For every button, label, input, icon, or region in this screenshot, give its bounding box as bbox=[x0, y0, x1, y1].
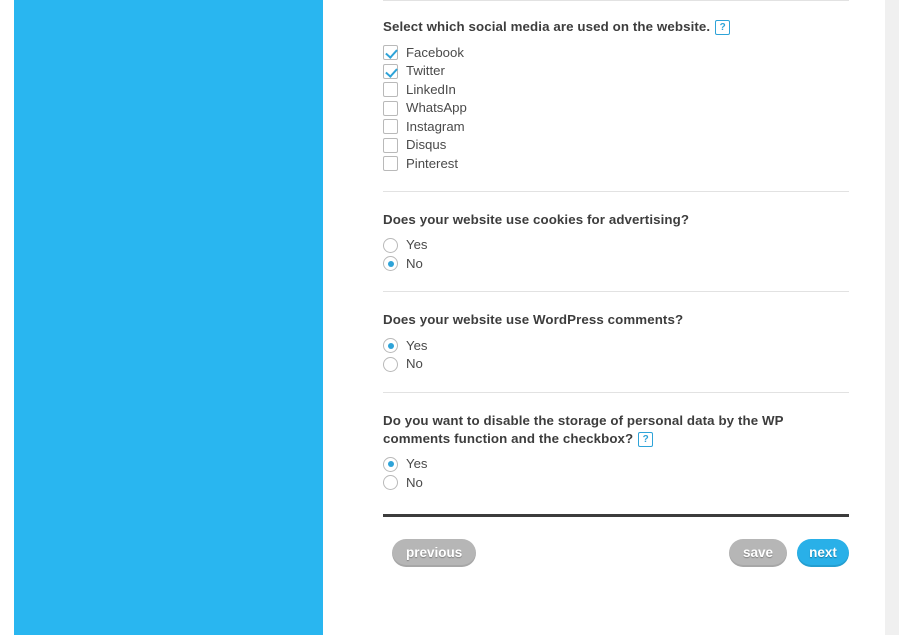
option-list-wordpress-comments bbox=[383, 337, 849, 374]
option-label: Yes bbox=[406, 456, 428, 472]
section-social-media bbox=[383, 0, 849, 192]
radio-disabledata-no[interactable] bbox=[383, 475, 398, 490]
form-actions bbox=[383, 539, 849, 571]
option-list-disable-personal-data bbox=[383, 455, 849, 492]
option-label: Disqus bbox=[406, 137, 447, 153]
option-pinterest[interactable] bbox=[383, 154, 849, 173]
option-wpcomments-no[interactable] bbox=[383, 355, 849, 374]
radio-wpcomments-yes[interactable] bbox=[383, 338, 398, 353]
previous-button[interactable]: previous bbox=[392, 539, 476, 567]
question-label-cookies-advertising: Does your website use cookies for advertising? bbox=[383, 211, 690, 227]
decorative-blue-panel bbox=[14, 0, 323, 635]
option-label: Yes bbox=[406, 337, 428, 353]
option-label: No bbox=[406, 356, 423, 372]
option-label: WhatsApp bbox=[406, 100, 467, 116]
option-label: Facebook bbox=[406, 44, 464, 60]
radio-wpcomments-no[interactable] bbox=[383, 357, 398, 372]
section-cookies-advertising bbox=[383, 192, 849, 292]
option-label: LinkedIn bbox=[406, 81, 456, 97]
option-label: Twitter bbox=[406, 63, 445, 79]
option-linkedin[interactable] bbox=[383, 80, 849, 99]
content-gutter bbox=[323, 0, 383, 635]
checkbox-pinterest[interactable] bbox=[383, 156, 398, 171]
page-right-edge bbox=[885, 0, 899, 635]
question-label-wordpress-comments: Does your website use WordPress comments? bbox=[383, 312, 684, 328]
section-wordpress-comments bbox=[383, 292, 849, 392]
left-margin bbox=[0, 0, 14, 635]
option-twitter[interactable] bbox=[383, 62, 849, 81]
option-instagram[interactable] bbox=[383, 117, 849, 136]
option-disqus[interactable] bbox=[383, 136, 849, 155]
option-whatsapp[interactable] bbox=[383, 99, 849, 118]
help-icon[interactable]: ? bbox=[715, 20, 730, 35]
question-text: Do you want to disable the storage of personal data by the WP comments function and the checkbox? bbox=[383, 412, 784, 446]
option-cookies-no[interactable] bbox=[383, 255, 849, 274]
option-list-cookies-advertising bbox=[383, 236, 849, 273]
option-wpcomments-yes[interactable] bbox=[383, 337, 849, 356]
radio-cookies-yes[interactable] bbox=[383, 238, 398, 253]
checkbox-facebook[interactable] bbox=[383, 45, 398, 60]
checkbox-instagram[interactable] bbox=[383, 119, 398, 134]
option-label: Yes bbox=[406, 237, 428, 253]
option-label: No bbox=[406, 255, 423, 271]
checkbox-linkedin[interactable] bbox=[383, 82, 398, 97]
checkbox-disqus[interactable] bbox=[383, 138, 398, 153]
checkbox-twitter[interactable] bbox=[383, 64, 398, 79]
radio-disabledata-yes[interactable] bbox=[383, 457, 398, 472]
section-disable-personal-data bbox=[383, 393, 849, 518]
survey-form bbox=[383, 0, 849, 635]
next-button[interactable]: next bbox=[797, 539, 849, 567]
help-icon[interactable]: ? bbox=[638, 432, 653, 447]
checkbox-whatsapp[interactable] bbox=[383, 101, 398, 116]
option-cookies-yes[interactable] bbox=[383, 236, 849, 255]
option-list-social-media bbox=[383, 43, 849, 173]
question-label-disable-personal-data bbox=[383, 412, 849, 449]
option-label: No bbox=[406, 474, 423, 490]
question-text: Select which social media are used on the website. bbox=[383, 19, 711, 34]
option-disabledata-no[interactable] bbox=[383, 474, 849, 493]
save-button[interactable]: save bbox=[729, 539, 787, 567]
question-label-social-media bbox=[383, 18, 849, 36]
option-label: Instagram bbox=[406, 118, 465, 134]
option-label: Pinterest bbox=[406, 155, 459, 171]
option-disabledata-yes[interactable] bbox=[383, 455, 849, 474]
option-facebook[interactable] bbox=[383, 43, 849, 62]
radio-cookies-no[interactable] bbox=[383, 256, 398, 271]
